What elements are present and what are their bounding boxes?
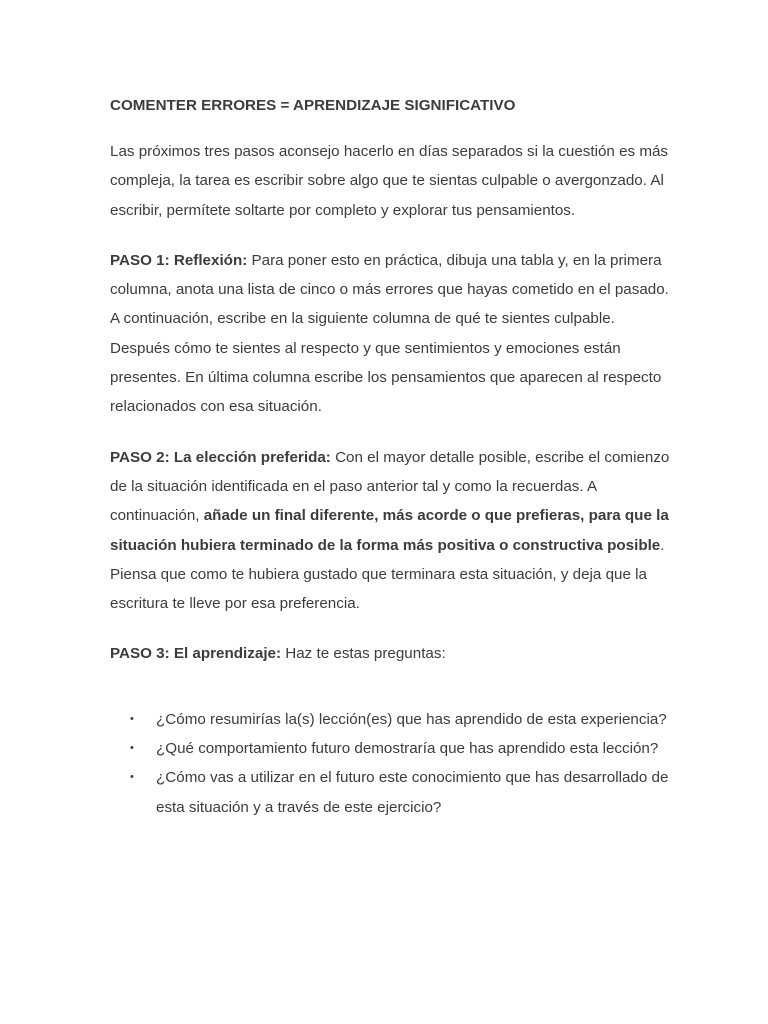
list-item xyxy=(130,734,670,763)
bullet-icon: • xyxy=(130,712,134,725)
document-title: COMENTER ERRORES = APRENDIZAJE SIGNIFICATIVO xyxy=(110,97,516,114)
step1-text: Para poner esto en práctica, dibuja una tabla y, en la primera columna, anota una lista de cinco o más errores que hayas cometido en el pasado. A continuación, escribe en la siguiente columna de qué te sientes culpable. Después cómo te sientes al respecto y que sentimientos y emociones están presentes. En última columna escribe los pensamientos que aparecen al respecto relacionados con esa situación. xyxy=(110,251,669,416)
step2-paragraph xyxy=(110,443,670,619)
step1-paragraph xyxy=(110,246,670,422)
step3-label: PASO 3: El aprendizaje: xyxy=(110,645,282,663)
bullet-icon: • xyxy=(130,771,134,784)
step3-text: Haz te estas preguntas: xyxy=(281,645,446,663)
step2-bold-text: añade un final diferente, más acorde o que prefieras, para que la situación hubiera terminado de la forma más positiva o constructiva posible xyxy=(110,507,669,554)
bullet-icon: • xyxy=(130,742,134,755)
question-text: ¿Cómo resumirías la(s) lección(es) que has aprendido de esta experiencia? xyxy=(156,710,667,728)
step3-paragraph xyxy=(110,639,670,668)
list-item xyxy=(130,763,670,822)
question-text: ¿Qué comportamiento futuro demostraría que has aprendido esta lección? xyxy=(156,740,659,758)
step2-label: PASO 2: La elección preferida: xyxy=(110,448,331,466)
question-text: ¿Cómo vas a utilizar en el futuro este conocimiento que has desarrollado de esta situación y a través de este ejercicio? xyxy=(156,769,669,816)
step2-text-b: . Piensa que como te hubiera gustado que terminara esta situación, y deja que la escritura te lleve por esa preferencia. xyxy=(110,536,665,613)
document-body xyxy=(110,96,670,822)
step2-text-a: Con el mayor detalle posible, escribe el comienzo de la situación identificada en el paso anterior tal y como la recuerdas. A continuación, xyxy=(110,448,670,525)
step1-label: PASO 1: Reflexión: xyxy=(110,251,248,269)
questions-list xyxy=(110,705,670,822)
intro-paragraph: Las próximos tres pasos aconsejo hacerlo en días separados si la cuestión es más compleja, la tarea es escribir sobre algo que te sientas culpable o avergonzado. Al escribir, permítete soltarte por completo y explorar tus pensamientos. xyxy=(110,143,669,219)
list-item xyxy=(130,705,670,734)
